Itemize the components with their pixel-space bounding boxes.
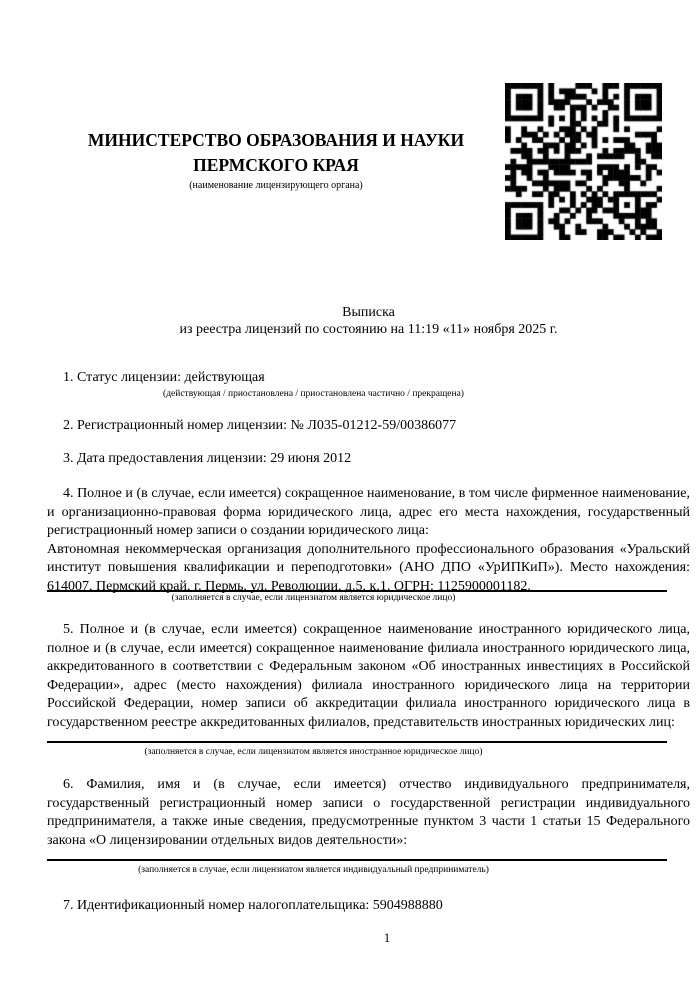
- item-foreign-entity-intro: 5. Полное и (в случае, если имеется) сокращенное наименование иностранного юридического лица, полное и (в случае, если имеется) сокращенное наименование филиала иностранного юридического лица, аккредитованного в соответствии с Федеральным законом «Об иностранных инвестициях в Российской Федерации», адрес (место нахождения) филиала иностранного юридического лица на территории Российской Федерации, номер записи об аккредитации филиала иностранного юридического лица в государственном реестре аккредитованных филиалов, представительств иностранных юридических лиц:: [47, 622, 690, 730]
- item-entrepreneur-intro: 6. Фамилия, имя и (в случае, если имеется) отчество индивидуального предпринимателя, государственный регистрационный номер записи о государственной регистрации индивидуального предпринимателя, а также иные сведения, предусмотренные пунктом 3 части 1 статьи 15 Федерального закона «О лицензировании отдельных видов деятельности»:: [47, 777, 690, 848]
- item-foreign-entity-note: (заполняется в случае, если лицензиатом является иностранное юридическое лицо): [144, 747, 483, 757]
- authority-name-line1: МИНИСТЕРСТВО ОБРАЗОВАНИЯ И НАУКИ: [87, 130, 465, 150]
- document-body: [0, 369, 700, 946]
- document-header: [0, 0, 700, 240]
- title-line1: Выписка: [342, 305, 395, 320]
- title-line2: из реестра лицензий по состоянию на 11:19 «11» ноября 2025 г.: [179, 322, 558, 337]
- item-registration-number: 2. Регистрационный номер лицензии: № Л035-01212-59/00386077: [63, 418, 457, 433]
- item-legal-entity-note: (заполняется в случае, если лицензиатом является юридическое лицо): [171, 593, 456, 603]
- blank-underline: [47, 741, 667, 743]
- licensing-authority-block: [47, 83, 505, 240]
- authority-name-line2: ПЕРМСКОГО КРАЯ: [193, 155, 359, 175]
- item-grant-date: 3. Дата предоставления лицензии: 29 июня 2012: [63, 451, 352, 466]
- blank-underline: [47, 859, 667, 861]
- page-number: 1: [383, 930, 391, 945]
- item-license-status: 1. Статус лицензии: действующая: [63, 370, 265, 385]
- document-title: [0, 304, 700, 338]
- item-entrepreneur-note: (заполняется в случае, если лицензиатом является индивидуальный предприниматель): [138, 865, 489, 875]
- item-legal-entity-intro: 4. Полное и (в случае, если имеется) сокращенное наименование, в том числе фирменное наименование, и организационно-правовая форма юридического лица, адрес его места нахождения, государственный регистрационный номер записи о создании юридического лица:: [47, 486, 690, 538]
- item-legal-entity-value: Автономная некоммерческая организация дополнительного профессионального образования «Уральский институт повышения квалификации и переподготовки» (АНО ДПО «УрИПКиП»). Место нахождения: 614007, Пермский край, г. Пермь, ул. Революции, д.5, к.1. ОГРН: 1125900001182.: [47, 541, 690, 594]
- authority-caption: (наименование лицензирующего органа): [189, 180, 363, 191]
- qr-code: [505, 83, 662, 240]
- item-license-status-note: (действующая / приостановлена / приостановлена частично / прекращена): [163, 388, 464, 399]
- item-taxpayer-number: 7. Идентификационный номер налогоплательщика: 5904988880: [63, 898, 443, 913]
